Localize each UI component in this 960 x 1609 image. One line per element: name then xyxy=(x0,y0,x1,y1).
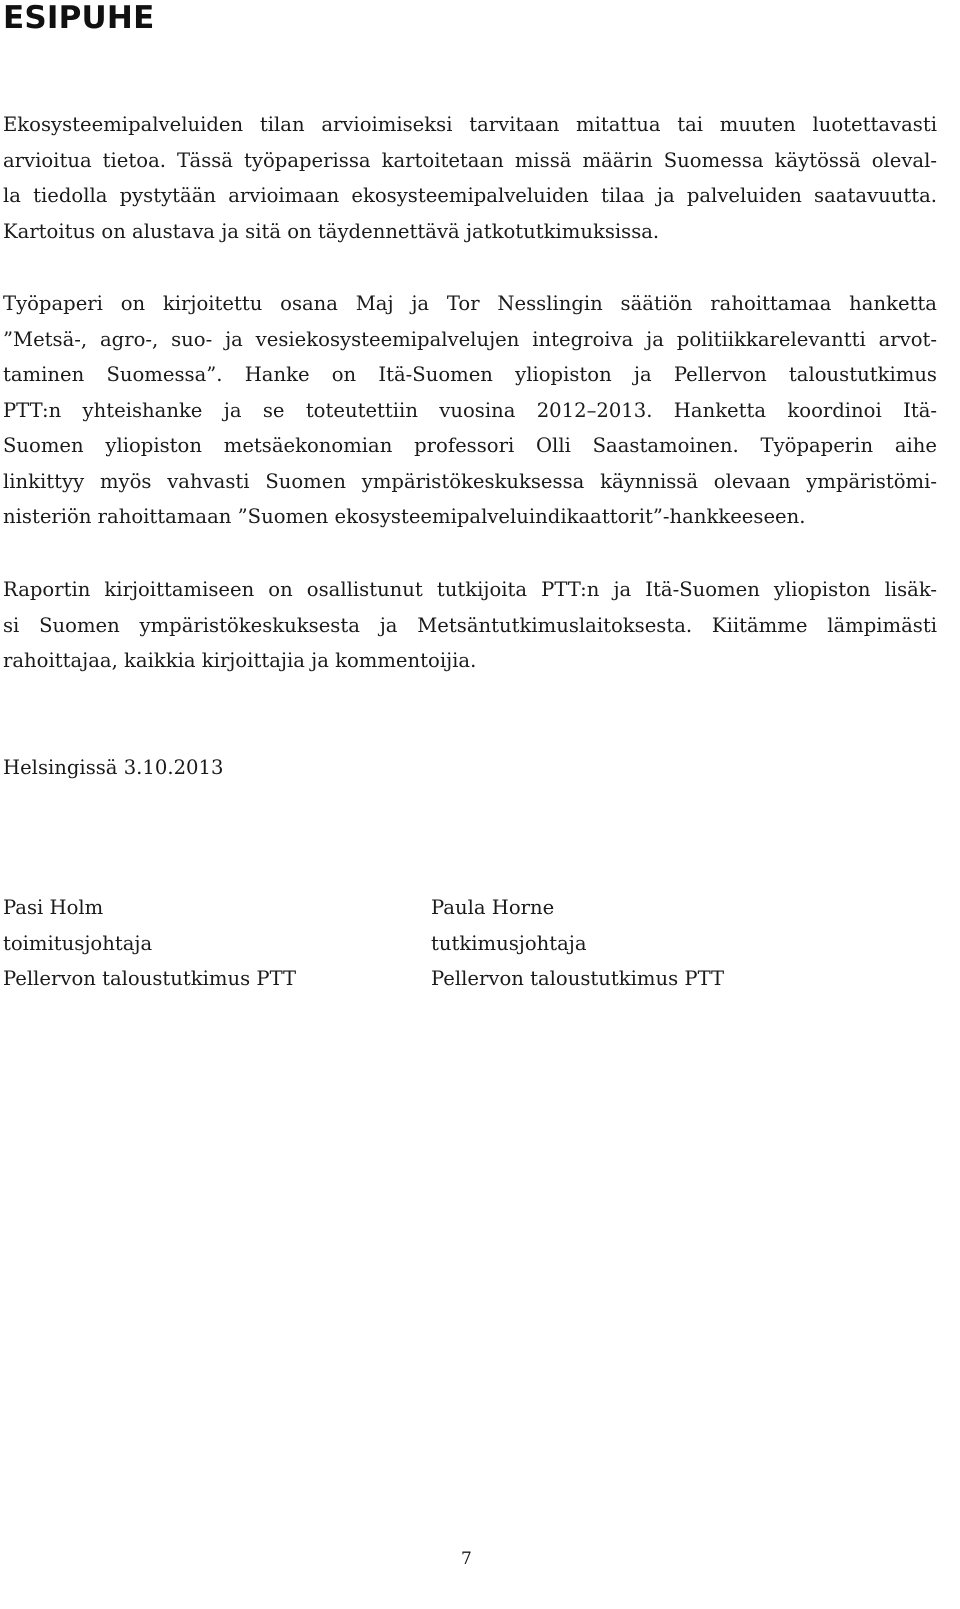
paragraph-project xyxy=(3,286,937,535)
paragraph-line: taminen Suomessa”. Hanke on Itä-Suomen yliopiston ja Pellervon taloustutkimus xyxy=(3,363,937,386)
signer-title: tutkimusjohtaja xyxy=(431,931,587,955)
paragraph-line: Raportin kirjoittamiseen on osallistunut tutkijoita PTT:n ja Itä-Suomen yliopiston lisäk- xyxy=(3,578,937,601)
paragraph-acknowledgements xyxy=(3,572,937,679)
signer-organization: Pellervon taloustutkimus PTT xyxy=(3,967,297,990)
paragraph-line: la tiedolla pystytään arvioimaan ekosysteemipalveluiden tilaa ja palveluiden saatavuutta. xyxy=(3,184,937,207)
page-title: ESIPUHE xyxy=(3,0,155,36)
signature-block-right xyxy=(431,890,724,997)
signer-name: Paula Horne xyxy=(431,896,555,919)
signer-organization: Pellervon taloustutkimus PTT xyxy=(431,967,725,990)
paragraph-line: nisteriön rahoittamaan ”Suomen ekosysteemipalveluindikaattorit”-hankkeeseen. xyxy=(3,505,806,528)
paragraph-line: Työpaperi on kirjoitettu osana Maj ja Tor Nesslingin säätiön rahoittamaa hanketta xyxy=(3,292,937,315)
paragraph-intro xyxy=(3,107,937,249)
paragraph-line: ”Metsä-, agro-, suo- ja vesiekosysteemipalvelujen integroiva ja politiikkarelevantti arvot- xyxy=(3,327,937,351)
paragraph-line: arvioitua tietoa. Tässä työpaperissa kartoitetaan missä määrin Suomessa käytössä oleval- xyxy=(3,148,937,172)
paragraph-line: linkittyy myös vahvasti Suomen ympäristökeskuksessa käynnissä olevaan ympäristömi- xyxy=(3,469,937,493)
paragraph-line: rahoittajaa, kaikkia kirjoittajia ja kommentoijia. xyxy=(3,649,477,672)
page-number: 7 xyxy=(461,1549,472,1569)
paragraph-line: Ekosysteemipalveluiden tilan arvioimiseksi tarvitaan mitattua tai muuten luotettavasti xyxy=(3,113,937,136)
paragraph-line: si Suomen ympäristökeskuksesta ja Metsäntutkimuslaitoksesta. Kiitämme lämpimästi xyxy=(3,613,937,637)
signer-name: Pasi Holm xyxy=(3,896,104,919)
paragraph-line: Kartoitus on alustava ja sitä on täydennettävä jatkotutkimuksissa. xyxy=(3,219,660,243)
paragraph-line: PTT:n yhteishanke ja se toteutettiin vuosina 2012–2013. Hanketta koordinoi Itä- xyxy=(3,398,937,422)
signature-block-left xyxy=(3,890,296,997)
signer-title: toimitusjohtaja xyxy=(3,931,153,955)
place-and-date: Helsingissä 3.10.2013 xyxy=(3,756,224,779)
paragraph-line: Suomen yliopiston metsäekonomian professori Olli Saastamoinen. Työpaperin aihe xyxy=(3,434,937,457)
